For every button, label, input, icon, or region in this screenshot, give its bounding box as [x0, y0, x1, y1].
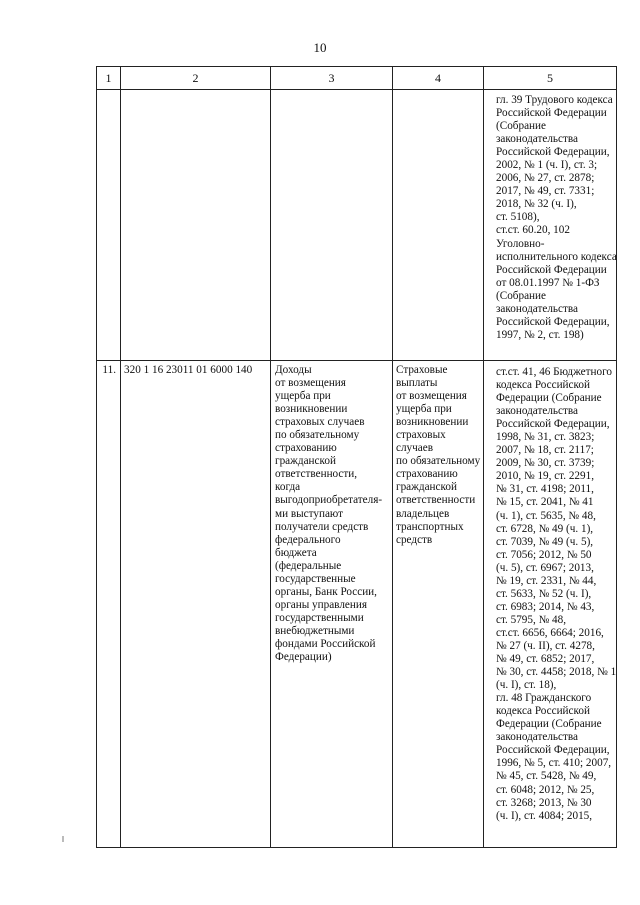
income-code-cell [121, 361, 271, 848]
legal-basis: гл. 39 Трудового кодекса Российской Федерации (Собрание законодательства Российской Федерации, 2002, № 1 (ч. I), ст. 3; 2006, № 27, ст. 2878; 2017, № 49, ст. 7331; 2018, № 32 (ч. I), ст. 5108), ст.ст. 60.20, 102 Уголовно- исполнительного кодекса Российской Федерации от 08.01.1997 № 1-ФЗ (Собрание законодательства Российской Федерации, 1997, № 2, ст. 198) [496, 94, 617, 341]
income-code: 320 1 16 23011 01 6000 140 [124, 364, 253, 376]
page-number: 10 [313, 40, 327, 55]
row-number-cell [97, 361, 121, 848]
income-type-cell [393, 361, 484, 848]
income-name-cell [271, 361, 393, 848]
scan-margin-mark [62, 836, 64, 842]
income-sources-table [96, 66, 617, 848]
table-row [97, 361, 617, 848]
income-type [393, 90, 483, 93]
income-name: Доходы от возмещения ущерба при возникновении страховых случаев по обязательному страхованию гражданской ответственности, когда выгодоприобретателя- ми выступают получатели средств федерального бюджета (федеральные государственные органы, Банк России, органы управления государственными внебюджетными фондами Российской Федерации) [275, 364, 383, 664]
table-row [97, 90, 617, 361]
row-number: 11. [102, 364, 116, 376]
row-number-cell [97, 90, 121, 361]
income-code [121, 90, 270, 93]
income-type-cell [393, 90, 484, 361]
income-code-cell [121, 90, 271, 361]
income-type: Страховые выплаты от возмещения ущерба при возникновении страховых случаев по обязательному страхованию гражданской ответственности владельцев транспортных средств [396, 364, 481, 546]
table-header-row [97, 67, 617, 90]
column-header-3: 3 [271, 67, 393, 90]
column-header-4: 4 [393, 67, 484, 90]
legal-basis-cell [484, 361, 617, 848]
column-header-1: 1 [97, 67, 121, 90]
legal-basis: ст.ст. 41, 46 Бюджетного кодекса Российской Федерации (Собрание законодательства Российской Федерации, 1998, № 31, ст. 3823; 2007, № 18, ст. 2117; 2009, № 30, ст. 3739; 2010, № 19, ст. 2291, № 31, ст. 4198; 2011, № 15, ст. 2041, № 41 (ч. 1), ст. 5635, № 48, ст. 6728, № 49 (ч. 1), ст. 7039, № 49 (ч. 5), ст. 7056; 2012, № 50 (ч. 5), ст. 6967; 2013, № 19, ст. 2331, № 44, ст. 5633, № 52 (ч. I), ст. 6983; 2014, № 43, ст. 5795, № 48, ст.ст. 6656, 6664; 2016, № 27 (ч. II), ст. 4278, № 49, ст. 6852; 2017, № 30, ст. 4458; 2018, № 1 (ч. I), ст. 18), гл. 48 Гражданского кодекса Российской Федерации (Собрание законодательства Российской Федерации, 1996, № 5, ст. 410; 2007, № 45, ст. 5428, № 49, ст. 6048; 2012, № 25, ст. 3268; 2013, № 30 (ч. I), ст. 4084; 2015, [496, 366, 617, 822]
row-number [97, 90, 120, 93]
column-header-5: 5 [484, 67, 617, 90]
income-name [271, 90, 392, 93]
legal-basis-cell [484, 90, 617, 361]
column-header-2: 2 [121, 67, 271, 90]
income-name-cell [271, 90, 393, 361]
